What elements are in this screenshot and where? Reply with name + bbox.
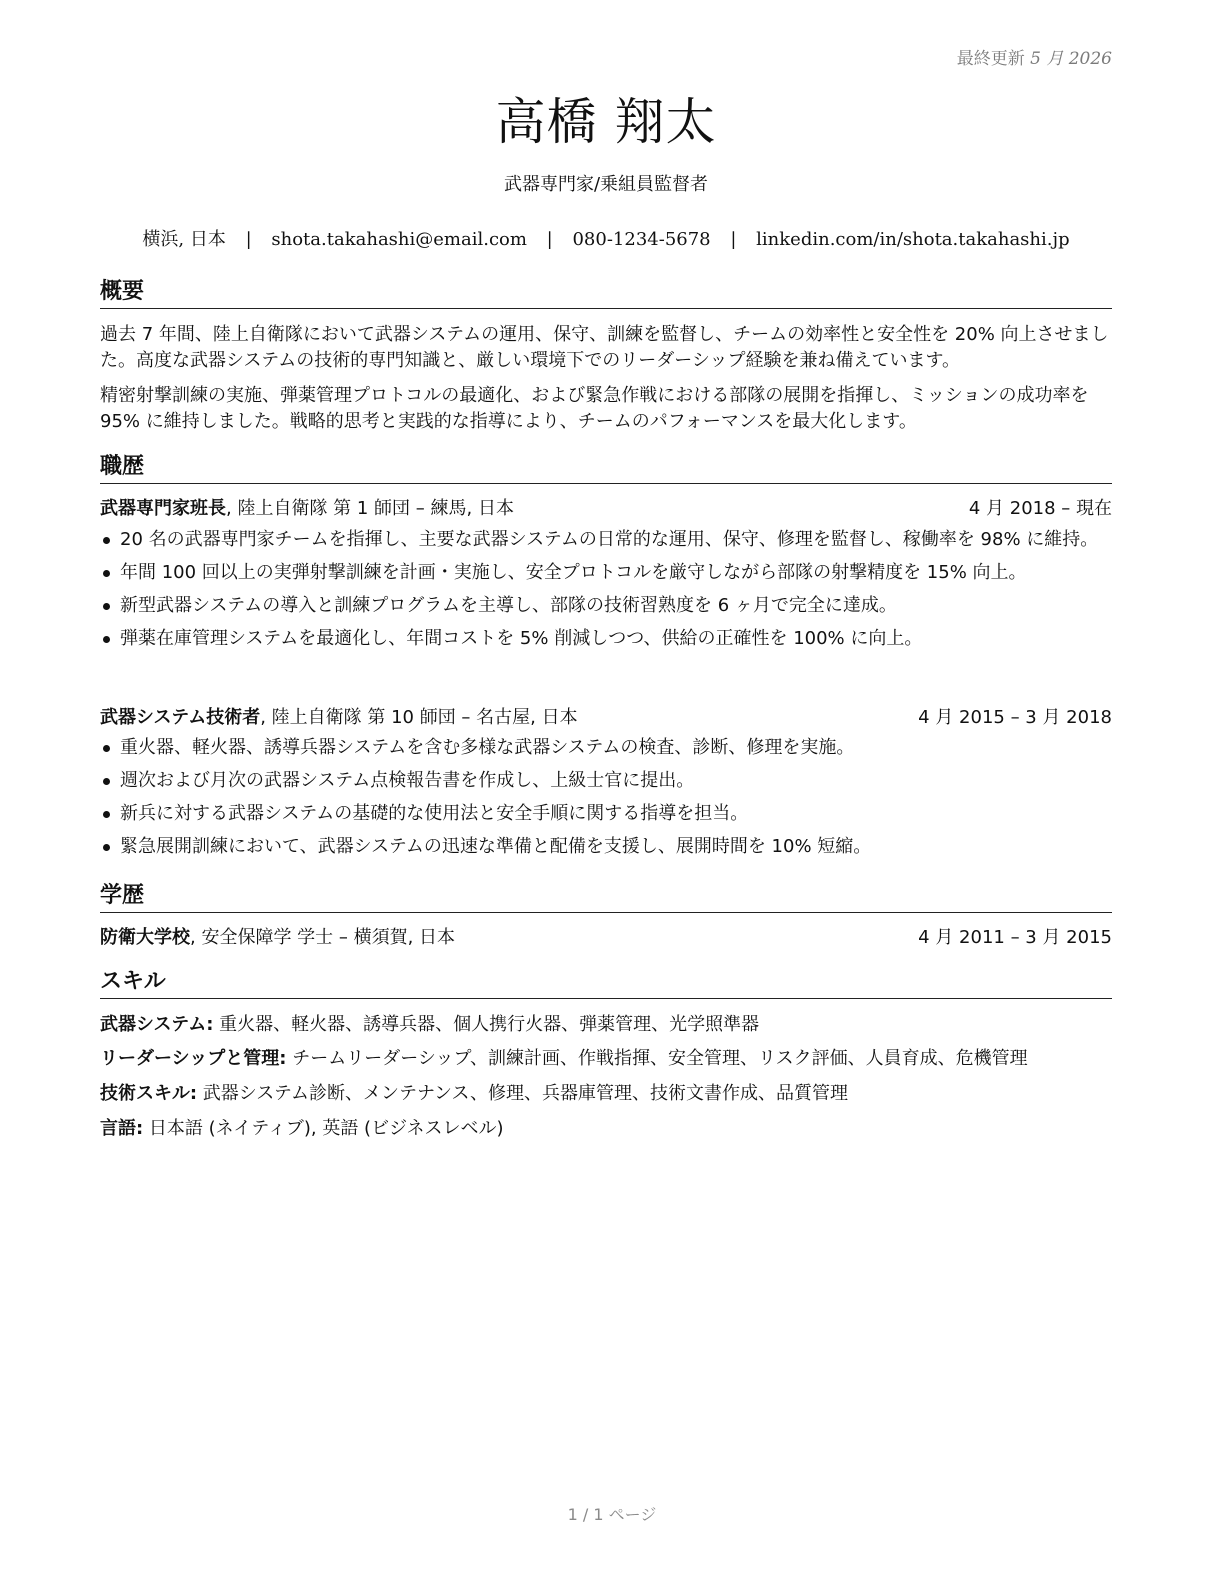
list-item: 新型武器システムの導入と訓練プログラムを主導し、部隊の技術習熟度を 6 ヶ月で完全に達成。 xyxy=(100,593,1112,619)
job-dates: 4 月 2015 – 3 月 2018 xyxy=(918,707,1112,728)
list-item: 週次および月次の武器システム点検報告書を作成し、上級士官に提出。 xyxy=(100,768,1112,794)
list-item: 緊急展開訓練において、武器システムの迅速な準備と配備を支援し、展開時間を 10% 短縮。 xyxy=(100,834,1112,860)
job-header xyxy=(100,496,1112,522)
education-dates: 4 月 2011 – 3 月 2015 xyxy=(918,927,1112,948)
skill-row xyxy=(100,1012,1112,1038)
job-dates: 4 月 2018 – 現在 xyxy=(968,498,1112,519)
job-bullets xyxy=(100,527,1112,659)
list-item: 年間 100 回以上の実弾射撃訓練を計画・実施し、安全プロトコルを厳守しながら部隊の射撃精度を 15% 向上。 xyxy=(100,560,1112,586)
skill-label: 言語: xyxy=(100,1118,144,1139)
skill-label: リーダーシップと管理: xyxy=(100,1048,287,1069)
contact-separator: | xyxy=(245,229,252,250)
section-heading-education: 学歴 xyxy=(100,882,1112,913)
list-item: 新兵に対する武器システムの基礎的な使用法と安全手順に関する指導を担当。 xyxy=(100,801,1112,827)
job-organization: , 陸上自衛隊 第 1 師団 – 練馬, 日本 xyxy=(226,498,514,519)
section-heading-skills: スキル xyxy=(100,968,1112,999)
resume-page xyxy=(100,0,1112,1584)
job-bullets xyxy=(100,735,1112,867)
contact-separator: | xyxy=(730,229,737,250)
section-heading-summary: 概要 xyxy=(100,278,1112,309)
job-header xyxy=(100,705,1112,731)
skill-value: 日本語 (ネイティブ), 英語 (ビジネスレベル) xyxy=(143,1118,504,1139)
page-number: 1 / 1 ページ xyxy=(567,1505,657,1524)
job-role: 武器専門家班長 xyxy=(100,498,226,519)
candidate-title: 武器専門家/乗組員監督者 xyxy=(503,174,709,195)
contact-line xyxy=(100,225,1112,251)
skill-value: 重火器、軽火器、誘導兵器、個人携行火器、弾薬管理、光学照準器 xyxy=(213,1014,760,1035)
list-item: 重火器、軽火器、誘導兵器システムを含む多様な武器システムの検査、診断、修理を実施。 xyxy=(100,735,1112,761)
contact-linkedin[interactable]: linkedin.com/in/shota.takahashi.jp xyxy=(756,229,1070,250)
contact-phone[interactable]: 080-1234-5678 xyxy=(572,229,711,250)
skill-label: 技術スキル: xyxy=(100,1083,198,1104)
last-updated-date: 5 月 2026 xyxy=(1030,49,1112,69)
last-updated xyxy=(957,44,1112,69)
contact-email[interactable]: shota.takahashi@email.com xyxy=(271,229,527,250)
candidate-name: 高橋 翔太 xyxy=(495,93,717,151)
job-title-line xyxy=(100,496,514,522)
contact-location: 横浜, 日本 xyxy=(142,229,226,250)
skill-label: 武器システム: xyxy=(100,1014,214,1035)
list-item: 弾薬在庫管理システムを最適化し、年間コストを 5% 削減しつつ、供給の正確性を 100% に向上。 xyxy=(100,626,1112,652)
education-entry xyxy=(100,925,1112,951)
list-item: 20 名の武器専門家チームを指揮し、主要な武器システムの日常的な運用、保守、修理を監督し、稼働率を 98% に維持。 xyxy=(100,527,1112,553)
skill-value: チームリーダーシップ、訓練計画、作戦指揮、安全管理、リスク評価、人員育成、危機管理 xyxy=(286,1048,1028,1069)
skill-value: 武器システム診断、メンテナンス、修理、兵器庫管理、技術文書作成、品質管理 xyxy=(197,1083,849,1104)
section-heading-experience: 職歴 xyxy=(100,453,1112,484)
contact-separator: | xyxy=(546,229,553,250)
education-school: 防衛大学校 xyxy=(100,927,190,948)
summary-paragraph: 精密射撃訓練の実施、弾薬管理プロトコルの最適化、および緊急作戦における部隊の展開を指揮し、ミッションの成功率を 95% に維持しました。戦略的思考と実践的な指導により、チームのパフォーマンスを最大化します。 xyxy=(100,385,1089,432)
education-line xyxy=(100,925,455,951)
skill-row xyxy=(100,1081,1112,1107)
last-updated-label: 最終更新 xyxy=(956,49,1025,69)
job-role: 武器システム技術者 xyxy=(100,707,261,728)
skill-row xyxy=(100,1116,1112,1142)
skill-row xyxy=(100,1046,1112,1072)
job-organization: , 陸上自衛隊 第 10 師団 – 名古屋, 日本 xyxy=(260,707,578,728)
summary-paragraph: 過去 7 年間、陸上自衛隊において武器システムの運用、保守、訓練を監督し、チームの効率性と安全性を 20% 向上させました。高度な武器システムの技術的専門知識と、厳しい環境下でのリーダーシップ経験を兼ね備えています。 xyxy=(100,324,1109,371)
job-title-line xyxy=(100,705,578,731)
education-detail: , 安全保障学 学士 – 横須賀, 日本 xyxy=(190,927,456,948)
